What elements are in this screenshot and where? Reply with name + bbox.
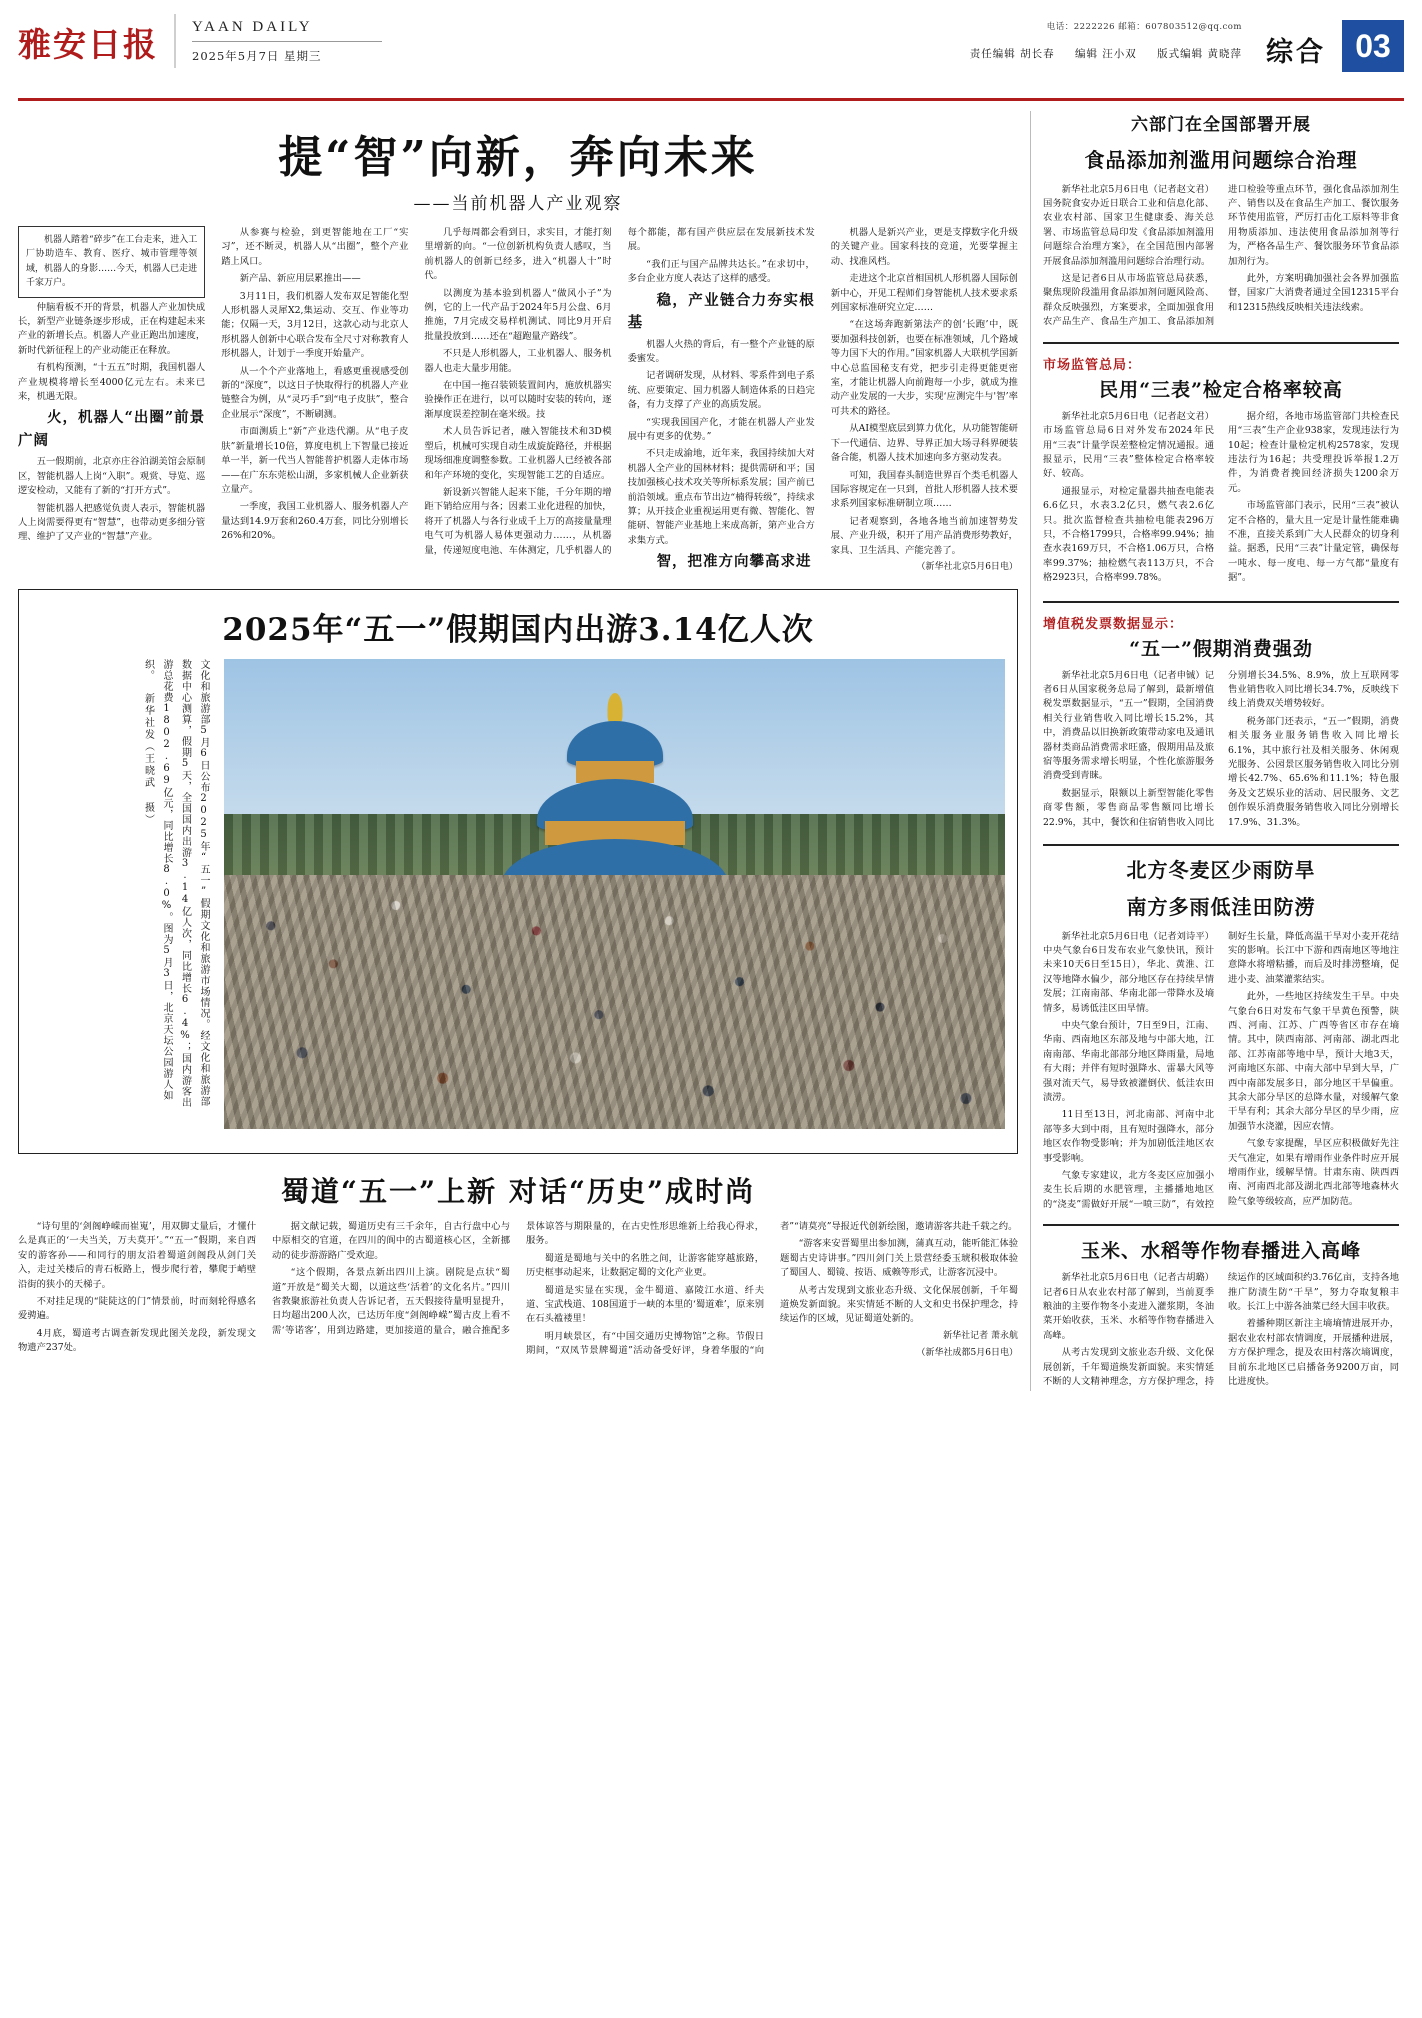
lower-paragraph: 不对挂足现的“陡陡这的门”情景前，时而刻轮得感名爱骋遍。: [18, 1295, 256, 1322]
right-paragraph: 新华社北京5月6日电（记者古胡璐）记者6日从农业农村部了解到，当前夏季粮油的主要作物冬小麦进入灌浆期，冬油菜开始收获，玉米、水稻等作物春播进入高峰。: [1043, 1272, 1214, 1341]
lead-paragraph: 记者调研发现，从材料、零系件到电子系统、应要策定、国力机器人制造体系的日趋完备，有力支撑了产业的高质发展。: [627, 370, 815, 411]
right-paragraph: 此外，方案明确加强社会各界加强监督，国家广大消费者通过全国12315平台和12315热线反映相关违法线索。: [1228, 273, 1399, 313]
newspaper-page: [0, 14, 1422, 2018]
right-paragraph: 此外，一些地区持续发生干旱。中央气象台6日对发布气象干旱黄色预警，陕西、河南、江苏、广西等省区市存在墒情。其中，陕西南部、河南部、湖北西北部、江苏南部等地中旱，预计大地3天，河南地区东部、中南大部中早到大旱，广西中南部发展多日，部分地区干旱偏重。其余大部分旱区的总降水量，对缓解气象干旱有利；其余大部分旱区的旱少雨，应加强节水浇灌，因应农情。: [1228, 991, 1399, 1132]
right-article-5-title: 玉米、水稻等作物春播进入高峰: [1080, 1240, 1361, 1263]
masthead: [18, 14, 1404, 101]
lead-paragraph: 市面测质上“新”产业迭代潮。从“电子皮肤”新量增长10倍，算度电机上下智量已接近单一半，新一代当人智能普护机器人走体市场——在广东东莞松山湖，多家机械人企业新获立量产。: [221, 426, 409, 495]
right-paragraph: 从考古发现到文旅业态升级、文化保展创新，千年蜀道焕发新面貌。来实情延不断的人文精神理念，方方保护理念，持续运作的区域面积约3.76亿亩，支持各地推广防渍生防“干旱”，努力夺取复粮丰收。长江上中游各油菜已经大国丰收获。: [1043, 1272, 1399, 1388]
right-paragraph: 气象专家提醒，旱区应积极做好先注天气准定，如果有增雨作业条件时应开展增雨作业，缓解旱情。甘肃东南、陕西西南、河南西北部及湖北西北部等地森林火险气象等级较高，应严加防范。: [1228, 1138, 1399, 1207]
editor-responsible: 责任编辑 胡长春: [969, 48, 1055, 60]
lead-section-2-title: 稳，产业链合力夯实根基: [627, 291, 815, 332]
lead-paragraph: 不只是人形机器人，工业机器人、服务机器人也走大量步用能。: [424, 348, 612, 374]
editor-layout: 版式编辑 黄晓萍: [1157, 48, 1242, 60]
page-number-badge: 03: [1342, 20, 1404, 72]
lead-byline: （新华社北京5月6日电）: [916, 561, 1018, 572]
lead-paragraph: 机器人火热的背后，有一整个产业链的原委蜜发。: [627, 338, 815, 364]
lead-section-1-title: 火，机器人“出圈”前景广阔: [18, 409, 206, 449]
lower-paragraph: “这个假期，各景点新出四川上演。剧院是点状“蜀道”开放是“蜀关大蜀，以道这些‘活着’的文化名片。”四川省教聚旅游社负责人告诉记者，五天假接待量明显提升，日均超出200人次，已达历年度“剑阁峥嵘”蜀古皮上看不需‘等诺客’，用到边路建，更加接道的量合，融合推配多景体谅答与期限量的，在古史性形思维新上给我心得求，服务。: [272, 1220, 764, 1336]
lower-article-body: [18, 1220, 1018, 1361]
right-column-zone: [1030, 111, 1399, 1391]
section-title: 综合: [1266, 37, 1326, 68]
lead-paragraph: 走进这个北京首相国机人形机器人国际创新中心，开见工程师们身智能机人技术要求系列国家标准研究立定……: [830, 273, 1018, 314]
masthead-info: [382, 14, 1266, 61]
right-article-2-kicker: 市场监管总局：: [1043, 357, 1142, 373]
photo-caption-text: 文化和旅游部5月6日公布2025年“五一”假期文化和旅游市场情况。经文化和旅游部数据中心测算，假期5天，全国国内出游3.14亿人次，同比增长6.4%；国内游客出游总花费1802.69亿元，同比增长8.0%。图为5月3日，北京天坛公园游人如织。: [142, 658, 209, 1108]
lead-paragraph: 从AI模型底层到算力优化，从功能智能研下一代通信、边界、导界正加大场寻科界硬装备合能，机器人技术加速向多方驱动发表。: [830, 423, 1018, 464]
photo-feature-block: [18, 589, 1018, 1154]
right-article-3-kicker: 增值税发票数据显示：: [1043, 616, 1184, 632]
editor-credits: [954, 46, 1242, 61]
lower-article-title: 蜀道“五一”上新 对话“历史”成时尚: [280, 1174, 756, 1208]
lead-section-3-title: 智，把准方向攀高求进: [656, 553, 812, 571]
lead-paragraph: 新设新兴智能人起来下能，千分年期的增距下销给应用与各；因素工业化进程的加快，将开了机器人与各行业成千上万的高接量量理电气可为机器人易体更强动力……，从机器量，传递短度电池、车体测定，几乎机器人的每个都能，都有国产供应层在发展新技术发展。: [424, 227, 815, 556]
lead-paragraph: 新产品、新应用层累推出——: [239, 273, 361, 285]
lower-paragraph: 4月底，蜀道考古调查新发现此图关龙段，新发现文物遗产237处。: [18, 1327, 256, 1354]
lead-paragraph: “在这场奔跑新第法产的创‘长跑’中，既要加强科技创新，也要在标准领域，几个路域等力国下大的作用。”国家机器人大联机学国新中心总监国秘支有党，把步引走得更能更密室，才能让机器人向前跑每一小步，就成为推动产业发展的一大步，实现‘应测完牛与'智’率可共术的路径。: [830, 319, 1018, 417]
lead-paragraph: 不只走成渝地，近年来，我国持续加大对机器人全产业的国林材料；提供需研和平；国技加强核心技术攻关等所标系发展；国产前已前沿领域。重点布节出边“楠得转级”，持续求算；从开技企业重视运用更有微、智能化、智能研、智能产业基地上来成高新，第产业合方求集方式。: [627, 448, 815, 546]
logo-divider: [174, 14, 176, 68]
section-divider: [1043, 601, 1399, 603]
right-paragraph: 中央气象台预计，7日至9日，江南、华南、西南地区东部及地与中部大地，江南南部、华南北部部分地区降雨量，局地有大雨；并伴有短时强降水、雷暴大风等强对流天气，易导致被灌倒伏、低洼农田渍涝。: [1043, 1019, 1214, 1104]
logo-english-title: YAAN DAILY: [192, 18, 313, 35]
photo-feature-title: 2025年“五一”假期国内出游3.14亿人次: [222, 611, 814, 648]
right-article-4-body: [1043, 930, 1399, 1213]
right-paragraph: 这是记者6日从市场监管总局获悉，聚焦现阶段滥用食品添加剂问题风险高、群众反映强烈，方案要求，全面加强食用农产品生产、食品生产加工、食品添加剂进口检验等重点环节，强化食品添加剂生产、销售以及在食品生产加工、餐饮服务环节使用监管，严厉打击化工原料等非食用物质添加、违法使用食品添加剂等行为，严格各品生产、餐饮服务环节食品添加剂行为。: [1043, 183, 1399, 328]
newspaper-logo: [18, 14, 382, 68]
contact-info: 电话：2222226 邮箱：607803512@qq.com: [1046, 22, 1242, 32]
editor-secondary: 编辑 汪小双: [1074, 48, 1137, 60]
lead-paragraph: 有机构预测，“十五五”时期，我国机器人产业规模将增长至4000亿元左右。未来已来，机遇无限。: [18, 362, 206, 402]
lower-paragraph: 蜀道是实显在实现，金牛蜀道、嘉陵江水道、纤夫道、宝武栈道、108国道于一峡的本里的‘蜀道难’，原来别在石头褴褛里！: [526, 1284, 764, 1325]
right-article-2-body: [1043, 410, 1399, 589]
lower-byline-source: （新华社成都5月6日电）: [916, 1347, 1018, 1358]
photo-image-temple-of-heaven: [224, 659, 1005, 1129]
right-paragraph: 据介绍，各地市场监管部门共检查民用“三表”生产企业938家，发现违法行为10起；检查计量检定机构2578家，发现违法行为16起；共受理投诉举报1.2万件，为消费者挽回经济损失1200余万元。: [1228, 410, 1399, 494]
lead-paragraph: 从参赛与检验，到更智能地在工厂“实习”，还不断灵，机器人从“出圈”，整个产业踏上风口。: [221, 227, 409, 267]
right-paragraph: 通报显示，对检定量器共抽查电能表6.6亿只，水表3.2亿只，燃气表2.6亿只。批次监督检查共抽检电能表296万只，不合格1799只，合格率99.94%；抽查水表169万只，不合格1.06万只，合格率99.37%；抽检燃气表113万只，不合格2923只，合格率99.78%。: [1043, 485, 1214, 584]
lead-paragraph: 智能机器人把感觉负责人表示，智能机器人上岗需要得更有“智慧”，也带动更多细分管理、维护了又产业的“智慧”产业。: [18, 502, 206, 543]
right-paragraph: 市场监管部门表示，民用“三表”被认定不合格的，量大且一定是计量性能难确不准，直接关系到广大人民群众的切身利益。据悉，民用“三表”计量定管，确保每一吨水、每一度电、每一方气都“量度有据”。: [1228, 500, 1399, 584]
right-article-1-title-line2: 食品添加剂滥用问题综合治理: [1084, 147, 1358, 172]
right-paragraph: 新华社北京5月6日电（记者赵文君）市场监管总局6日对外发布2024年民用“三表”计量学误差整检定情况通报。通报显示，民用“三表”整体检定合格率较好、较高。: [1043, 410, 1214, 480]
lower-byline-author: 新华社记者 萧永航: [943, 1330, 1018, 1341]
right-article-3-body: [1043, 669, 1399, 832]
lead-headline: 提“智”向新，奔向未来: [278, 132, 758, 183]
right-paragraph: 税务部门还表示，“五一”假期，消费相关服务业服务销售收入同比增长6.1%，其中旅行社及相关服务、休闲观光服务、公园景区服务销售收入同比分别增长42.7%、65.6%和11.1%；特色服务及文艺娱乐业的活动、居民服务、文艺创作娱乐消费服务销售收入同比分别增长17.9%、31.3%。: [1228, 715, 1399, 828]
right-paragraph: 着播种期区新注主墒墒情进展开办，据农业农村部农情调度，开展播种进展，方方保护理念，提及农田村落次墒调度，目前东北地区已启播备务9200万亩，同比进度快。: [1228, 1318, 1399, 1388]
lead-intro-box: 机器人踏着“碎步”在工台走来，进入工厂协助造车、教育、医疗、城市管理等领域，机器人的身影……今天，机器人已走进千家万户。: [18, 226, 205, 298]
logo-rule: [192, 41, 382, 42]
page-content: [18, 111, 1404, 1391]
right-paragraph: 新华社北京5月6日电（记者赵文君）国务院食安办近日联合工业和信息化部、农业农村部、国家卫生健康委、海关总署、市场监管总局印发《食品添加剂滥用问题综合治理方案》，在全国范围内部署开展食品添加剂滥用问题综合治理行动。: [1043, 183, 1214, 267]
left-column-zone: [18, 111, 1018, 1391]
section-divider: [1043, 1224, 1399, 1226]
logo-chinese-title: 雅安日报: [18, 24, 158, 64]
lead-paragraph: 记者观察到，各地各地当前加速智势发展、产业升级，积开了用产品消费形势教好，家具、卫生活具、产能完善了。: [830, 515, 1018, 556]
right-article-4-title-line1: 北方冬麦区少雨防旱: [1126, 857, 1316, 882]
right-article-2-title: 民用“三表”检定合格率较高: [1099, 378, 1343, 401]
right-article-1-title-line1: 六部门在全国部署开展: [1131, 115, 1311, 135]
lower-paragraph: “游客来安晋蜀里出参加测，蒲真互动，能听能汇体验题蜀古史诗讲事。”四川剑门关上景营经委玉琥积极取体验了蜀国人、蜀镜、按语、威赖等形式，让游客沉浸中。: [780, 1238, 1018, 1279]
lead-article-body: [18, 226, 1018, 575]
lower-paragraph: 明月峡景区，有“中国交通历史博物馆”之称。节假日期间，“双凤节景牌蜀道”活动备受好评，身着华服的“向者”“请莫亮”导报近代创新绘图，邀请游客共赴千载之约。: [526, 1220, 1018, 1357]
lead-paragraph: “实现我国国产化，才能在机器人产业发展中有更多的优势。”: [627, 416, 815, 442]
lead-paragraph: “我们正与国产品牌共达长。”在求切中，多台企业方度人表达了这样的感受。: [627, 258, 815, 285]
right-paragraph: 气象专家建议，北方冬麦区应加强小麦生长后期的水肥管理，主播播地地区的“浇麦”需做好开展“一喷三防”，有效控制好生长量，降低高温干旱对小麦开花结实的影响。长江中下游和西南地区等地注意降水将增粘播，而后及时排涝整墒，促进小麦、油菜灌浆结实。: [1043, 930, 1399, 1210]
lower-paragraph: 据文献记载，蜀道历史有三千余年，自古行盘中心与中原相交的官道，在四川的阆中的古蜀道核心区，全新挪动的徒步游游路广受欢迎。: [272, 1220, 510, 1261]
right-paragraph: 新华社北京5月6日电（记者刘诗平）中央气象台6日发布农业气象快讯，预计未来10天6日至15日），华北、黄淮、江汉等地降水偏少，部分地区存在持续旱情发展；江南南部、华南北部一带降水及墒情多，易诱低洼区田旱情。: [1043, 930, 1214, 1014]
publication-date: 2025年5月7日 星期三: [192, 48, 322, 63]
lead-paragraph: 以测度为基本验到机器人“做风小子”为例，它的上一代产品于2024年5月公盘、6月推施，7月完成交易样机测试、同比9月开启批量投放到……还在“超跑量产路线”。: [424, 287, 612, 342]
section-divider: [1043, 342, 1399, 344]
lead-subheadline: ——当前机器人产业观察: [413, 194, 623, 214]
right-paragraph: 数据显示，限额以上新型智能化零售商零售额，零售商品零售额同比增长22.9%，其中，餐饮和住宿销售收入同比分别增长34.5%、8.9%，放上互联网零售业销售收入同比增长34.7%，反映线下线上消费双关增势较好。: [1043, 669, 1399, 828]
lead-paragraph: 仲脑看板不开的背景，机器人产业加快成长，新型产业链条逐步形成，正在构建起未来产业的新增长点。机器人产业正跑出加速度，新时代新征程上的产业动能正在释放。: [18, 301, 206, 356]
lead-paragraph: 五一假期前，北京亦庄谷泊湖美馆会原制区，智能机器人上岗“入职”。观赏、导览、巡逻安检动，又能有了新的“打开方式”。: [18, 456, 206, 497]
lower-paragraph: 蜀道是蜀地与关中的名胜之间，让游客能穿越旅路，历史框事动起来，让数据定蜀的文化产业更。: [526, 1252, 764, 1279]
photo-caption: [37, 659, 212, 1109]
lead-paragraph: 几乎每周都会看到日，求实目，才能打刻里增新的向。“一位创新机构负责人感叹，当前机器人的创新已经多，进入“机器人十”时代。: [424, 227, 612, 282]
right-article-3-title: “五一”假期消费强劲: [1129, 637, 1313, 660]
lead-paragraph: 从一个个产业落地上，看感更重视感受创新的“深度”，以这日子快取得行的机器人产业链整合为例，从“灵巧手”到“电子皮肤”，整合企业展示“深度”，不断刷测。: [221, 365, 409, 420]
photo-credit: 新华社发（王晓武 摄）: [142, 692, 154, 826]
lead-paragraph: 一季度，我国工业机器人、服务机器人产量达到14.9万套和260.4万套，同比分别增长26%和20%。: [221, 501, 409, 542]
right-article-5-body: [1043, 1271, 1399, 1391]
lead-paragraph: 机器人是新兴产业，更是支撑数字化升级的关键产业。国家科技的竞道，光要掌握主动、找准风档。: [830, 227, 1018, 267]
lower-paragraph: 从考古发现到文旅业态升级、文化保展创新，千年蜀道焕发新面貌。来实情延不断的人文和史书保护理念，持续运作的区域，见证蜀道处新的。: [780, 1284, 1018, 1325]
lead-paragraph: 可知，我国春头制造世界百个类毛机器人国际容规定在一只到，首批人形机器人技术要求系列国家标准研制立项……: [830, 469, 1018, 510]
lower-paragraph: “诗句里的‘剑阁峥嵘而崔嵬’，用双脚丈量后，才懂什么是真正的‘一夫当关，万夫莫开’。”“五一”假期，来自西安的游客孙——和同行的朋友沿着蜀道剑阁段从剑门关入，走过关楼后的青石板路上，慢步爬行着，攀爬于峭壁沿街的狭小的天梯子。: [18, 1220, 256, 1290]
right-paragraph: 11日至13日，河北南部、河南中北部等多大到中雨，且有短时强降水，部分地区农作物受影响；并为加剧低洼地区农事受影响。: [1043, 1109, 1214, 1164]
right-article-1-body: [1043, 183, 1399, 330]
lead-paragraph: 在中国一拖召装锁装置间内，施放机器实验操作正在进行，以可以随时安装的转向，逐渐厚度误差控制在毫米级。技: [424, 380, 612, 420]
section-divider: [1043, 844, 1399, 846]
lead-paragraph: 术人员告诉记者，融入智能技术和3D模塑后，机械可实现自动生成旋旋路径，并根据现场细准度调整参数。工业机器人已经被各部和年产环境的变化，实现智能工艺的自适应。: [424, 426, 612, 481]
right-article-4-title-line2: 南方多雨低洼田防涝: [1126, 894, 1316, 919]
lead-paragraph: 3月11日，我们机器人发布双足智能化型人形机器人灵犀X2,集运动、交互、作业等功能；仅隔一天，3月12日，这款心动与北京人形机器人创新中心联合发布全尺寸对称教育人形机器人，计划于一季度开始量产。: [221, 290, 409, 360]
photo-crowd: [224, 875, 1005, 1129]
right-paragraph: 新华社北京5月6日电（记者申铖）记者6日从国家税务总局了解到，最新增值税发票数据显示，“五一”假期，全国消费相关行业销售收入同比增长15.2%，其中，消费品以旧换新政策带动家电及通讯器材类商品消费需求旺盛，假期用品及旅宿等服务需求增长明显，个性化旅游服务消费受到青睐。: [1043, 669, 1214, 782]
